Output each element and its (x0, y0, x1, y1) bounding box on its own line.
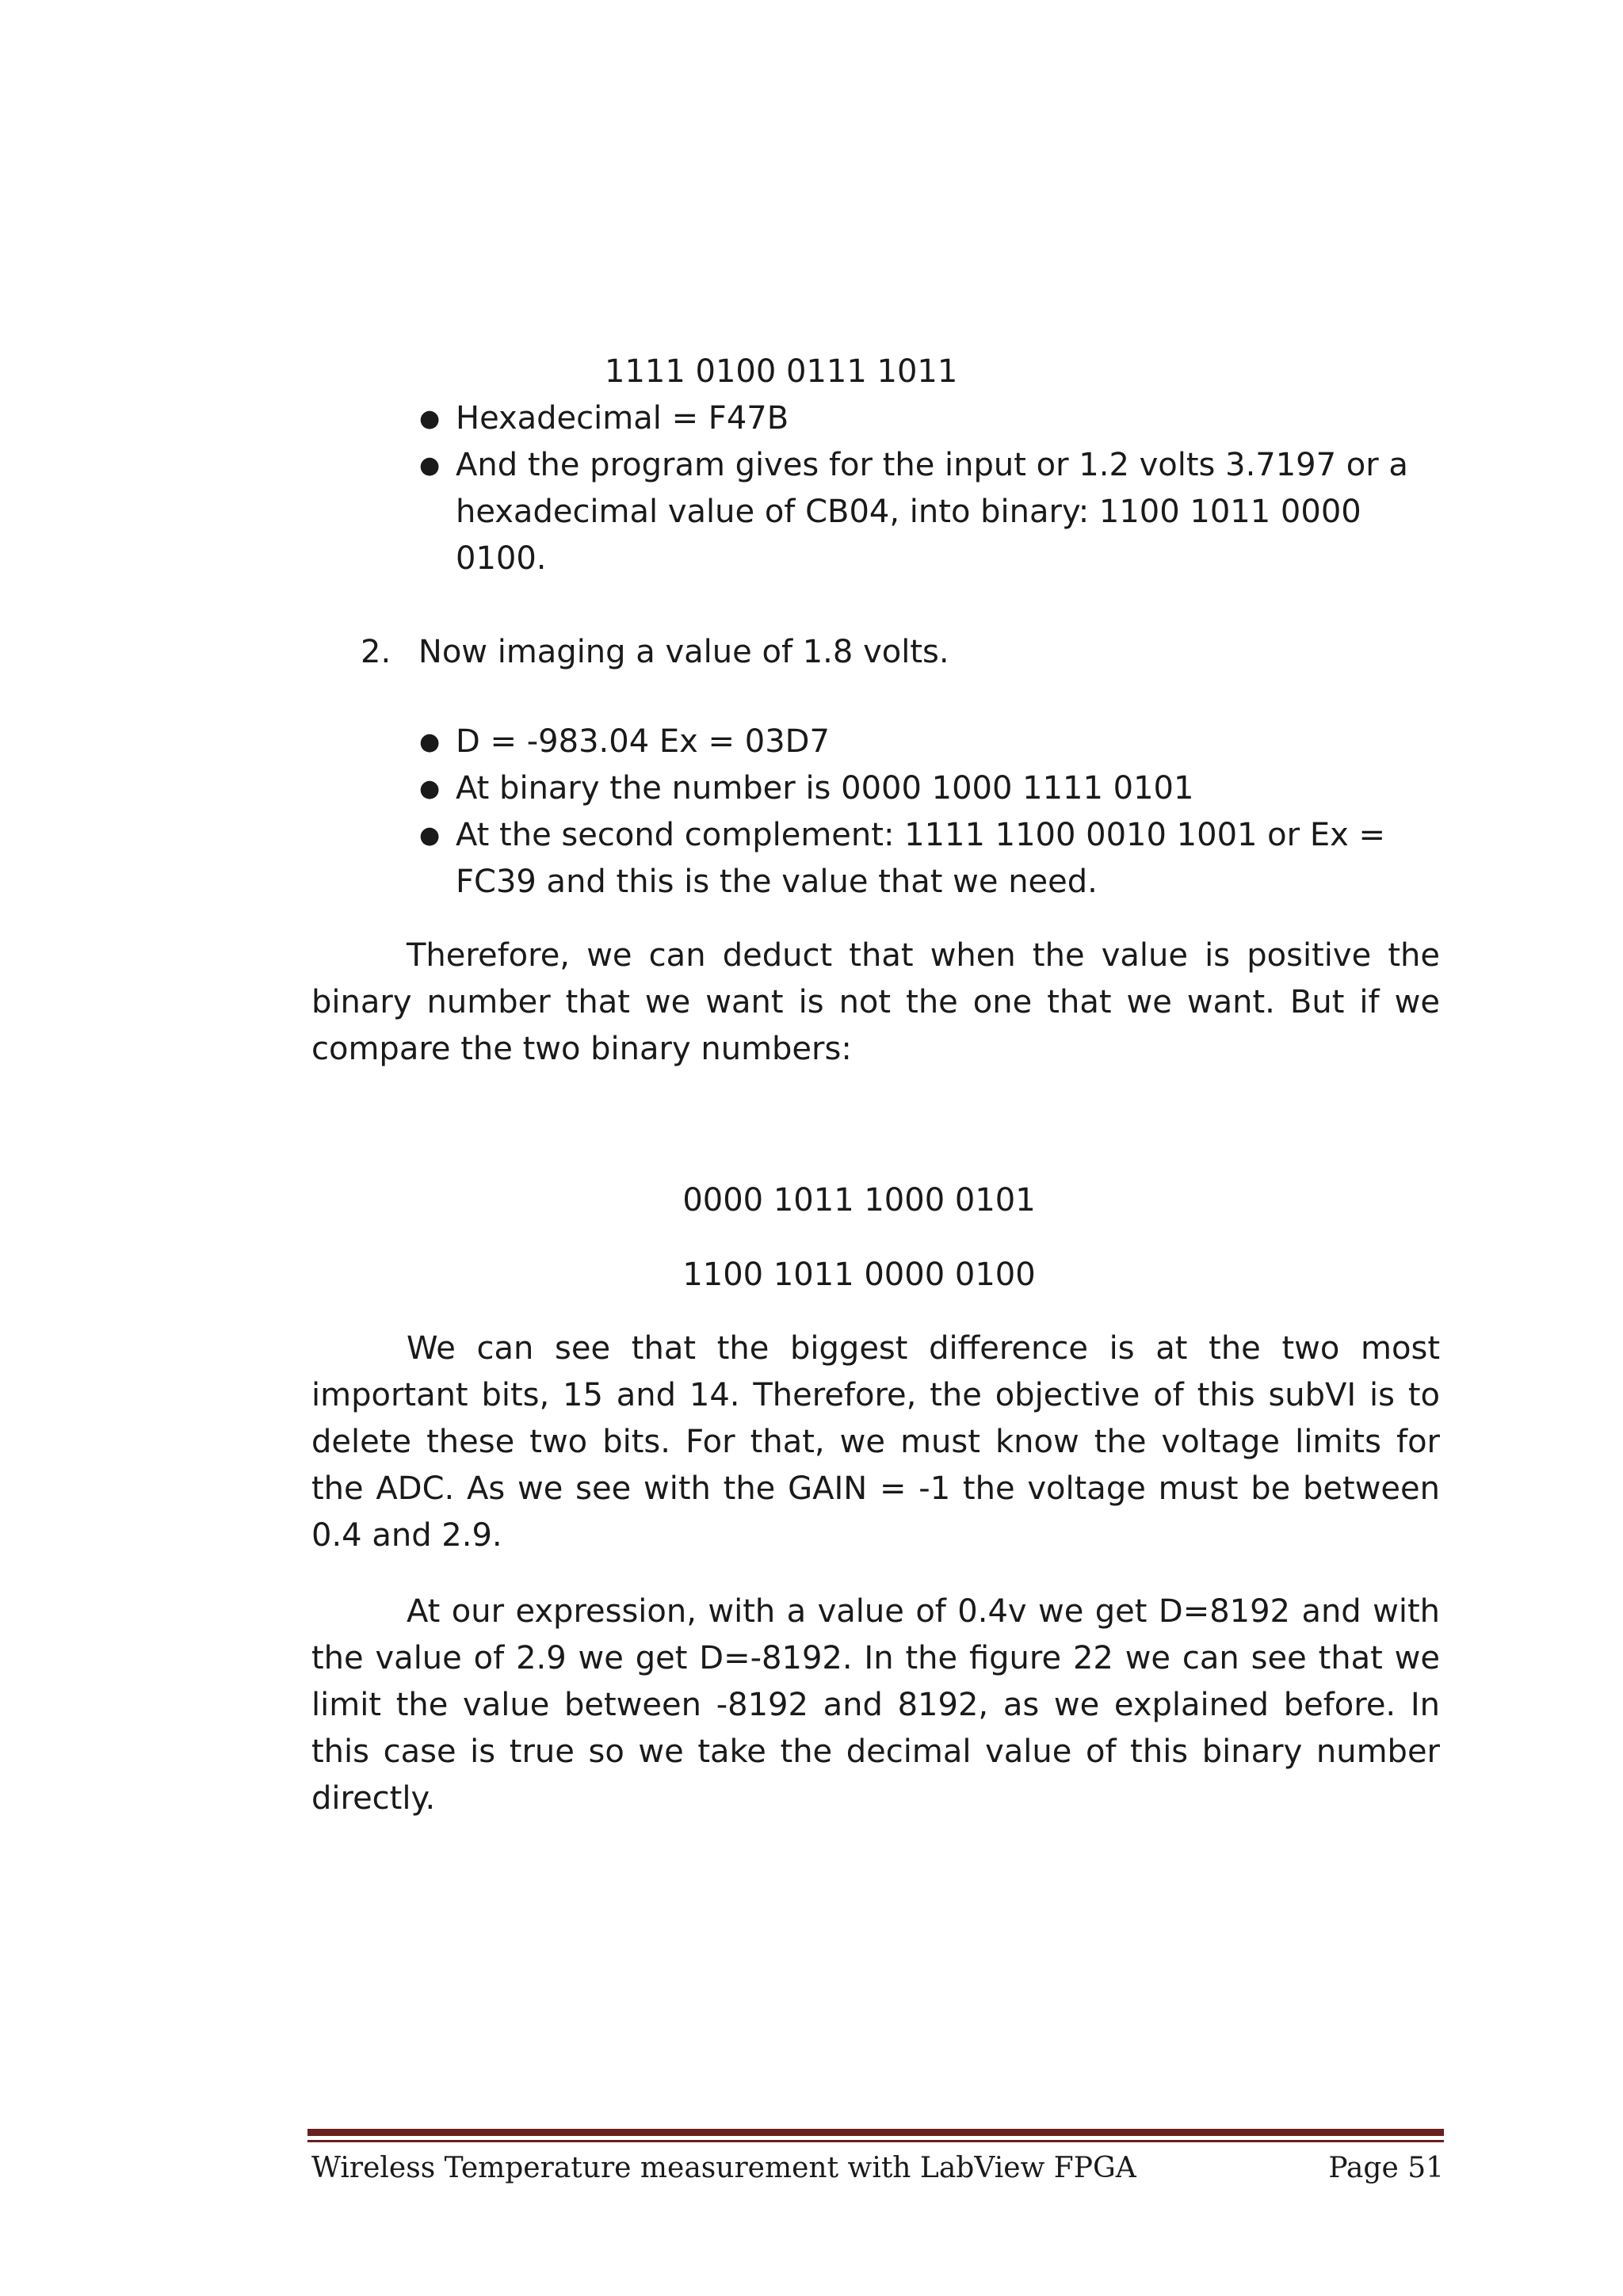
bullet-item-hexadecimal (419, 395, 1446, 442)
footer-rule-thin (307, 2140, 1444, 2142)
bullet-text: D = -983.04 Ex = 03D7 (456, 723, 830, 760)
bullet-item-program-output (419, 442, 1438, 582)
bullet-icon: ● (419, 452, 441, 479)
footer-title: Wireless Temperature measurement with LabView FPGA (311, 2152, 1136, 2184)
list-number: 2. (361, 634, 391, 670)
paragraph-difference: We can see that the biggest difference is at the two most important bits, 15 and 14. Therefore, the objective of this subVI is to delete these two bits. For that, we must know the voltage limits for the ADC. As we see with the GAIN = -1 the voltage must be between 0.4 and 2.9. (311, 1330, 1440, 1554)
bullet-item-d-value (419, 719, 1446, 765)
binary-compare-1: 0000 1011 1000 0101 (682, 1182, 1036, 1219)
binary-line-top: 1111 0100 0111 1011 (605, 353, 958, 390)
bullet-item-binary (419, 765, 1446, 812)
list-text: Now imaging a value of 1.8 volts. (418, 634, 949, 670)
page-number: Page 51 (1328, 2152, 1444, 2184)
paragraph-deduction: Therefore, we can deduct that when the value is positive the binary number that we want is not the one that we want. But if we compare the two binary numbers: (311, 937, 1440, 1067)
bullet-text: At the second complement: 1111 1100 0010 1001 or Ex = FC39 and this is the value that we need. (456, 817, 1385, 900)
bullet-icon: ● (419, 728, 441, 756)
binary-compare-2: 1100 1011 0000 0100 (682, 1257, 1036, 1293)
bullet-item-second-complement (419, 812, 1415, 906)
bullet-icon: ● (419, 405, 441, 433)
footer-rule (307, 2129, 1444, 2136)
bullet-icon: ● (419, 822, 441, 849)
bullet-text: At binary the number is 0000 1000 1111 0101 (456, 770, 1194, 807)
bullet-text: And the program gives for the input or 1.2 volts 3.7197 or a hexadecimal value of CB04, into binary: 1100 1011 0000 0100. (456, 447, 1408, 577)
paragraph-expression: At our expression, with a value of 0.4v we get D=8192 and with the value of 2.9 we get D=-8192. In the figure 22 we can see that we limit the value between -8192 and 8192, as we explained before. In this case is true so we take the decimal value of this binary number directly. (311, 1593, 1440, 1817)
bullet-text: Hexadecimal = F47B (456, 400, 789, 437)
numbered-item (361, 629, 949, 676)
bullet-icon: ● (419, 775, 441, 803)
